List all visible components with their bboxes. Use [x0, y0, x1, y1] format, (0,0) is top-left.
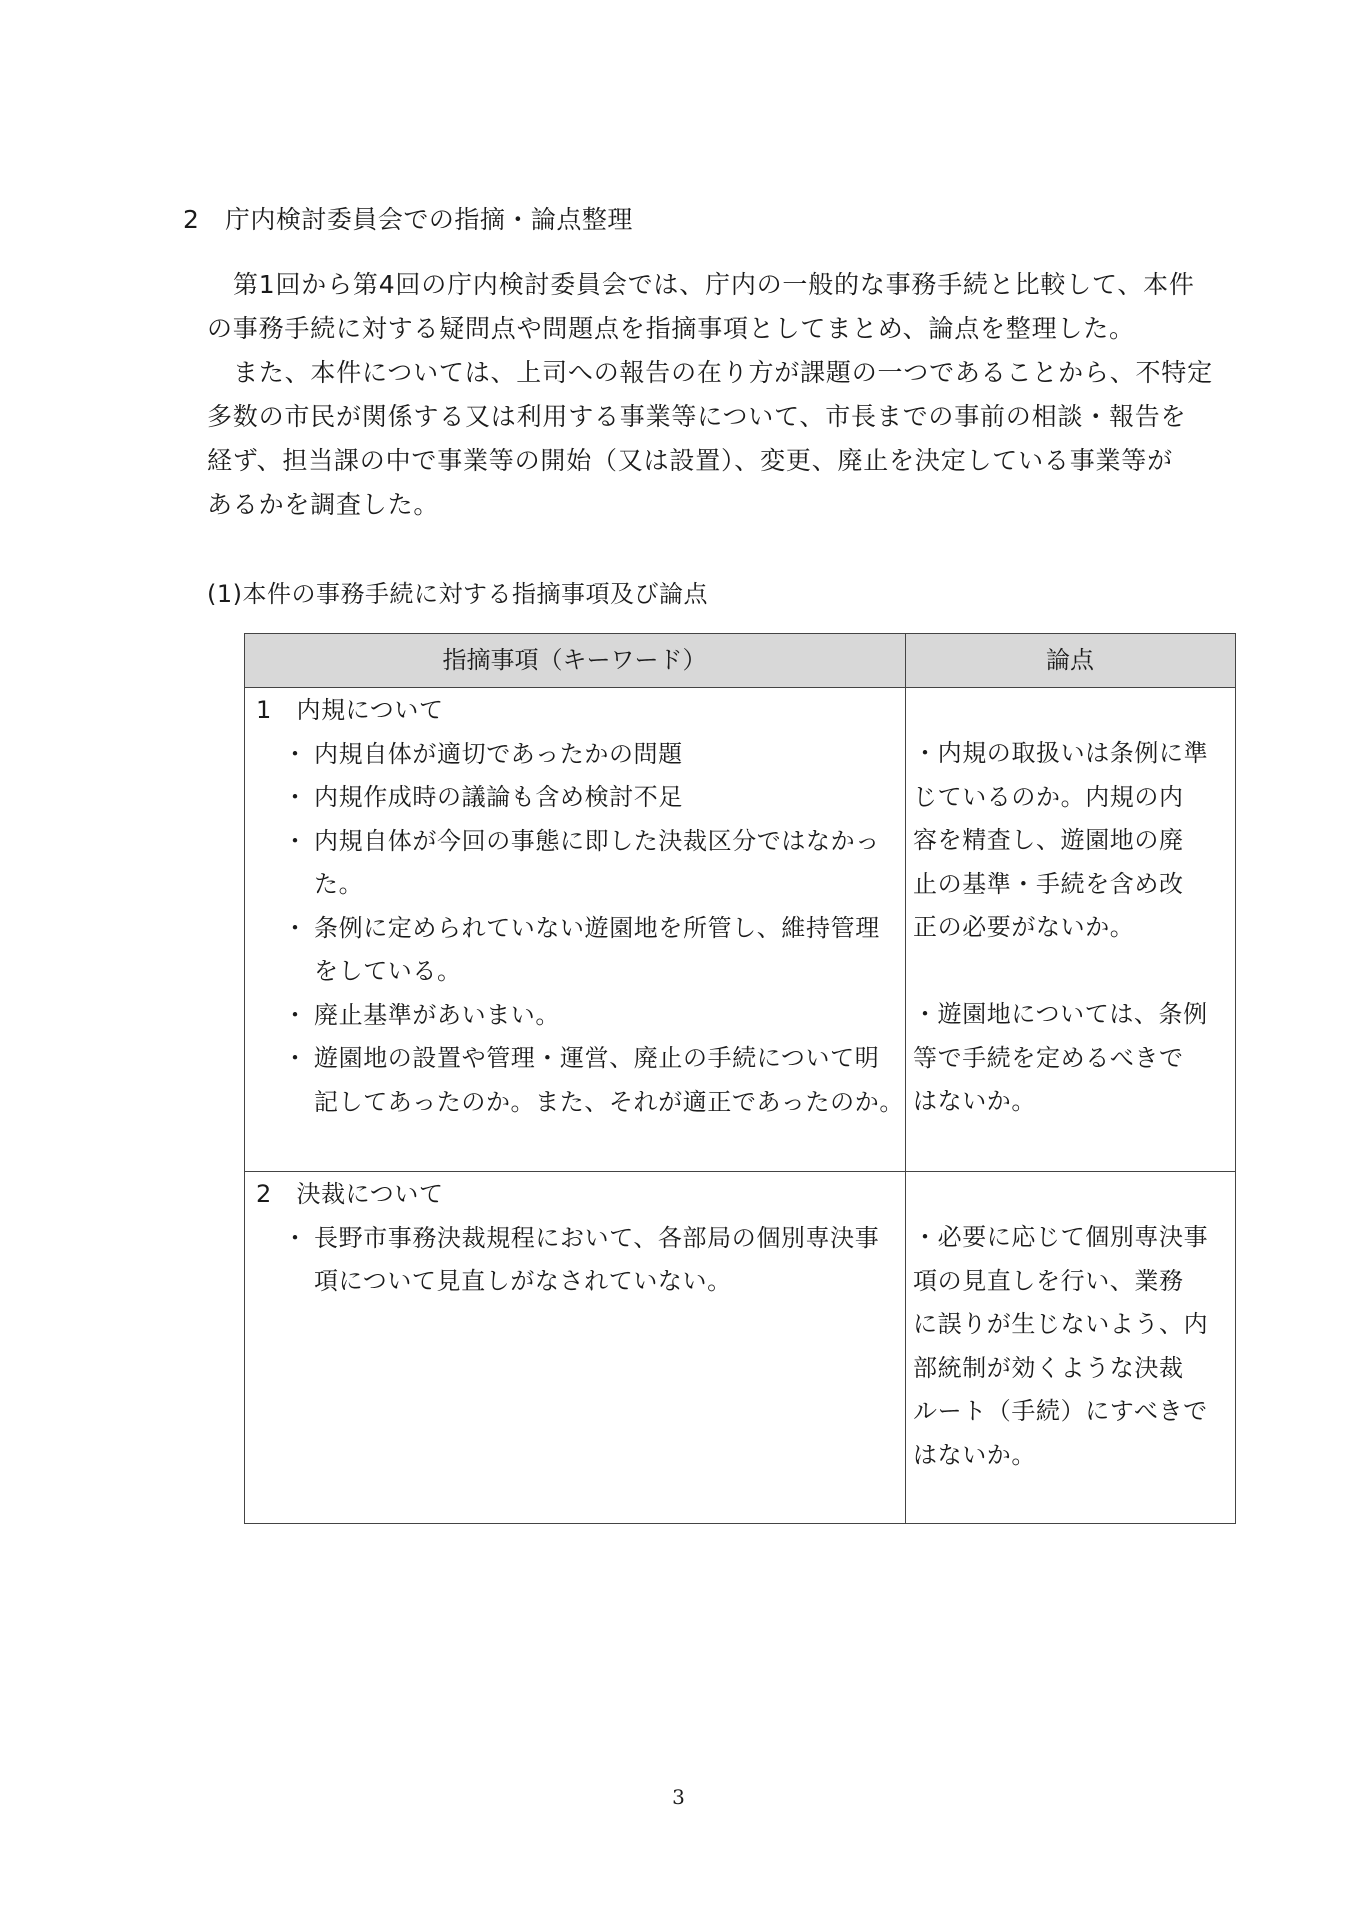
paragraph-line: また、本件については、上司への報告の在り方が課題の一つであることから、不特定: [233, 358, 1213, 387]
table-row-findings: [256, 689, 904, 1124]
bullet: ・: [283, 1044, 308, 1072]
column-header-issues: 論点: [1046, 646, 1094, 674]
subsection-heading: (1)本件の事務手続に対する指摘事項及び論点: [207, 580, 708, 608]
table-row-issues: [913, 732, 1208, 1167]
findings-table: [244, 633, 1236, 1524]
bullet: ・: [283, 1223, 308, 1252]
finding-item: ・ 内規作成時の議論も含め検討不足: [256, 776, 904, 820]
table-row-issues: [913, 1216, 1208, 1521]
paragraph-line: あるかを調査した。: [207, 490, 440, 519]
page-number: 3: [672, 1785, 685, 1809]
issue-item: ・必要に応じて個別専決事 項の見直しを行い、業務 に誤りが生じないよう、内 部統制が効くような決裁 ルート（手続）にすべきで はないか。: [913, 1223, 1209, 1469]
finding-item: ・ 廃止基準があいまい。: [256, 994, 904, 1038]
column-header-findings: 指摘事項（キーワード）: [442, 646, 707, 674]
finding-item: ・ 条例に定められていない遊園地を所管し、維持管理 をしている。: [256, 907, 904, 994]
issue-list: [913, 1216, 1208, 1477]
table-row-divider: [244, 1171, 1236, 1172]
bullet: ・: [283, 826, 308, 855]
finding-item: ・ 内規自体が適切であったかの問題: [256, 733, 904, 777]
bullet: ・: [283, 783, 308, 811]
section-heading: 2 庁内検討委員会での指摘・論点整理: [183, 205, 633, 234]
row-title: 2 決裁について: [256, 1180, 444, 1208]
paragraph-2: [207, 351, 1213, 527]
finding-list: [256, 1217, 879, 1304]
paragraph-line: の事務手続に対する疑問点や問題点を指摘事項としてまとめ、論点を整理した。: [207, 314, 1135, 343]
finding-item: ・ 長野市事務決裁規程において、各部局の個別専決事 項について見直しがなされていない。: [256, 1217, 879, 1304]
issue-item: ・内規の取扱いは条例に準 じているのか。内規の内 容を精査し、遊園地の廃 止の基準・手続を含め改 正の必要がないか。: [913, 739, 1209, 941]
paragraph-line: 第1回から第4回の庁内検討委員会では、庁内の一般的な事務手続と比較して、本件: [233, 270, 1195, 299]
bullet: ・: [283, 739, 308, 768]
finding-list: [256, 733, 904, 1125]
table-row-findings: [256, 1173, 879, 1304]
table-border-bottom: [244, 1523, 1236, 1524]
table-border-right: [1235, 633, 1236, 1524]
paragraph-1: [207, 263, 1195, 351]
paragraph-line: 多数の市民が関係する又は利用する事業等について、市長までの事前の相談・報告を: [207, 402, 1187, 431]
table-border-left: [244, 633, 245, 1524]
bullet: ・: [283, 1000, 308, 1029]
issue-list: [913, 732, 1208, 1124]
finding-item: ・ 内規自体が今回の事態に即した決裁区分ではなかっ た。: [256, 820, 904, 907]
bullet: ・: [283, 913, 308, 942]
row-title: 1 内規について: [256, 696, 444, 724]
finding-item: ・ 遊園地の設置や管理・運営、廃止の手続について明 記してあったのか。また、それが適正であったのか。: [256, 1037, 904, 1124]
table-header-divider: [244, 687, 1236, 688]
issue-item: ・遊園地については、条例 等で手続を定めるべきで はないか。: [913, 1000, 1208, 1115]
paragraph-line: 経ず、担当課の中で事業等の開始（又は設置）、変更、廃止を決定している事業等が: [207, 446, 1173, 475]
table-column-divider: [905, 633, 906, 1524]
